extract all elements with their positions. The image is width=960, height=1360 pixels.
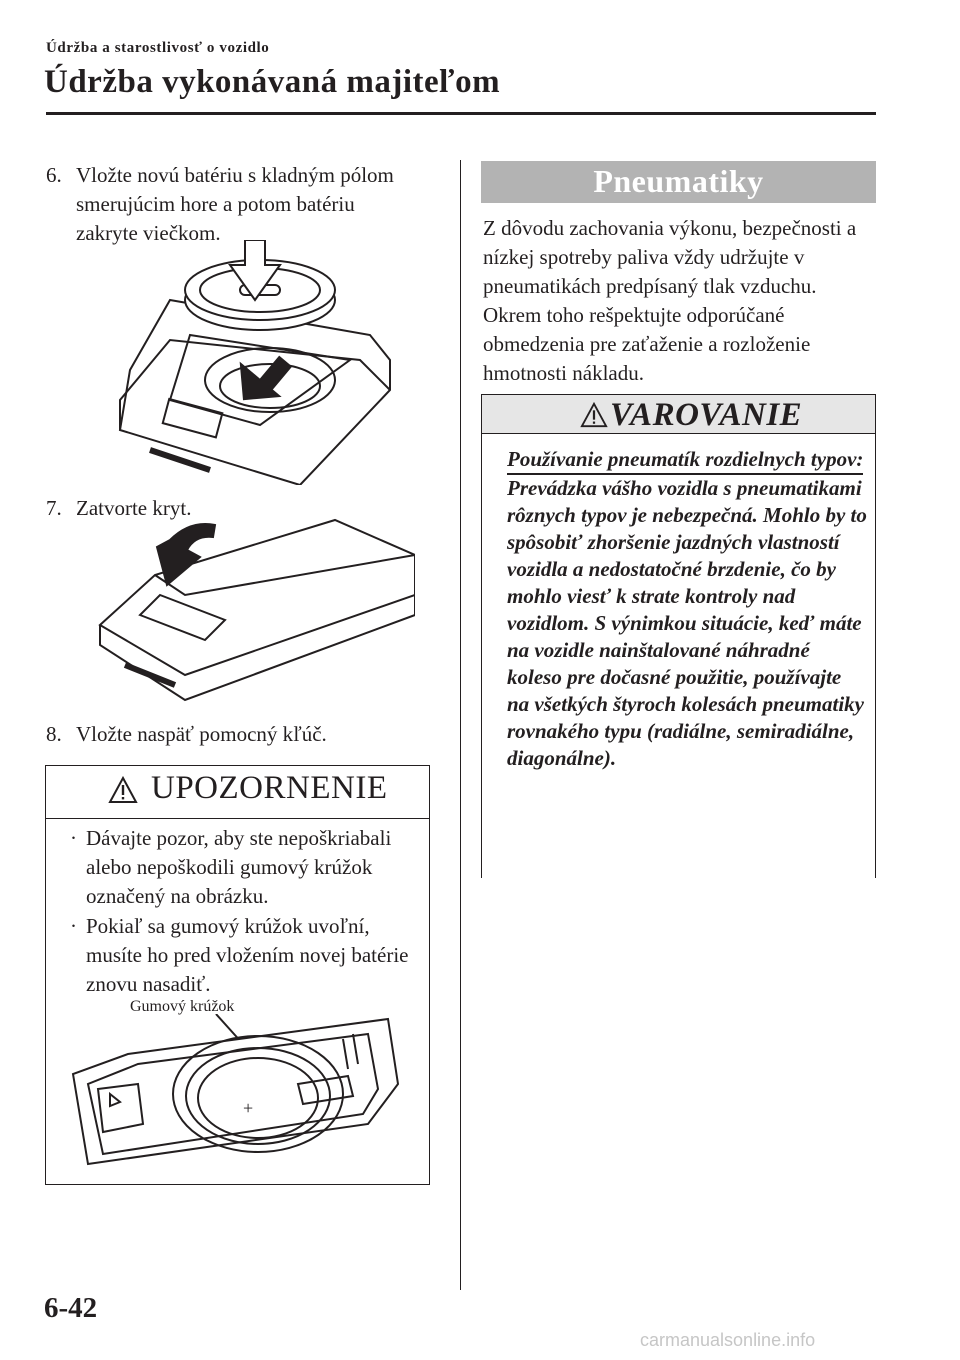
rubber-ring-illustration <box>68 1014 413 1179</box>
svg-text:+: + <box>243 1098 254 1118</box>
warning-box <box>481 394 876 878</box>
step-text: Zatvorte kryt. <box>76 496 192 520</box>
rubber-ring-label: Gumový krúžok <box>130 998 235 1015</box>
caution-box <box>45 765 430 1185</box>
warning-border-right <box>875 434 876 878</box>
warning-triangle-icon <box>580 401 608 429</box>
bullet-text: Pokiaľ sa gumový krúžok uvoľní, musíte ho pred vložením novej batérie znovu nasadiť. <box>86 914 409 996</box>
warning-body <box>507 446 867 772</box>
caution-bullet <box>70 912 420 1002</box>
step-number: 6. <box>46 163 62 187</box>
warning-text: Prevádzka vášho vozidla s pneumatikami rôznych typov je nebezpečná. Mohlo by to spôsobiť zhoršenie jazdných vlastností vozidla a nedostatočné brzdenie, čo by mohlo viesť k strate kontroly nad vozidlom. S výnimkou situácie, keď máte na vozidle nainštalované náhradné koleso pre dočasné použitie, používajte na všetkých štyroch kolesách pneumatiky rovnakého typu (radiálne, semiradiálne, diagonálne). <box>507 476 867 770</box>
caution-title: UPOZORNENIE <box>151 770 388 806</box>
bullet-text: Dávajte pozor, aby ste nepoškriabali alebo nepoškodili gumový krúžok označený na obrázku. <box>86 826 392 908</box>
warning-title: VAROVANIE <box>610 397 803 433</box>
warning-subtitle: Používanie pneumatík rozdielnych typov: <box>507 446 863 475</box>
page-title: Údržba vykonávaná majiteľom <box>44 64 501 100</box>
step-8 <box>46 720 436 750</box>
caution-header <box>46 766 429 819</box>
caution-bullet <box>70 824 420 914</box>
step-6 <box>46 161 436 251</box>
warning-border-left <box>481 434 482 878</box>
page-number: 6-42 <box>44 1292 98 1324</box>
warning-header <box>481 394 876 434</box>
watermark: carmanualsonline.info <box>640 1330 816 1350</box>
bullet-dot: · <box>70 826 77 850</box>
bullet-dot: · <box>70 914 77 938</box>
header-divider <box>46 112 876 115</box>
step-text: Vložte naspäť pomocný kľúč. <box>76 722 327 746</box>
battery-insert-illustration <box>110 240 410 485</box>
step-number: 8. <box>46 722 62 746</box>
close-cover-illustration <box>95 515 415 705</box>
tires-section-banner <box>481 161 876 203</box>
warning-triangle-icon <box>108 776 138 804</box>
tires-title: Pneumatiky <box>593 163 764 199</box>
step-number: 7. <box>46 496 62 520</box>
step-text: Vložte novú batériu s kladným pólom smerujúcim hore a potom batériu zakryte viečkom. <box>76 163 394 245</box>
column-divider <box>460 160 461 1290</box>
tires-intro: Z dôvodu zachovania výkonu, bezpečnosti a nízkej spotreby paliva vždy udržujte v pneumatikách predpísaný tlak vzduchu. Okrem toho rešpektujte odporúčané obmedzenia pre zaťaženie a rozloženie hmotnosti nákladu. <box>483 216 857 385</box>
section-header: Údržba a starostlivosť o vozidlo <box>46 40 270 56</box>
